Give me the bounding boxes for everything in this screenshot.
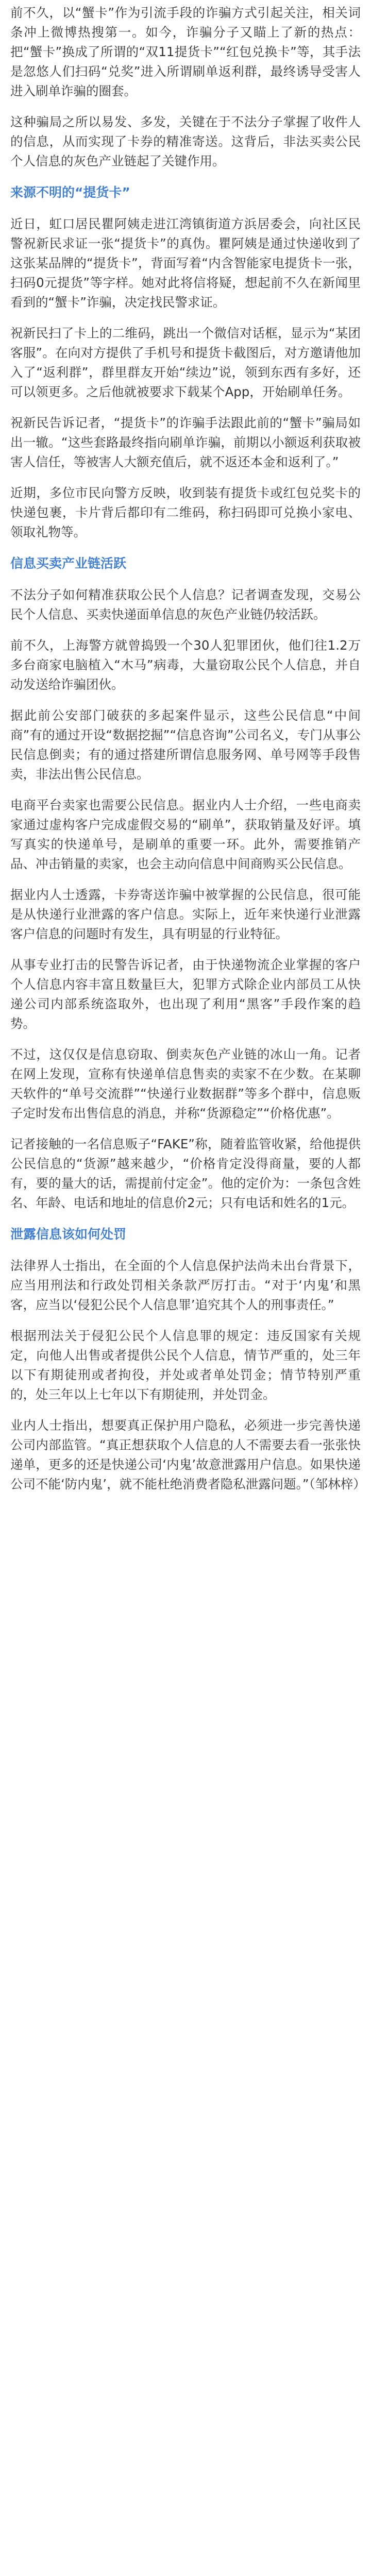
paragraph-14: 记者接触的一名信息贩子“FAKE”称，随着监管收紧，给他提供公民信息的“货源”越来越少，“价格肯定没得商量，要的人都有，要的量大的话，需提前付定金”。他的定价为：一条包含姓名、年龄、电话和地址的信息价2元；只有电话和姓名的1元。 (10, 1137, 361, 1210)
paragraph-10: 电商平台卖家也需要公民信息。据业内人士介绍，一些电商卖家通过虚构客户完成虚假交易的“刷单”，获取销量及好评。填写真实的快递单号，是刷单的重要一环。此外，需要推销产品、冲击销量的卖家，也会主动向信息中间商购买公民信息。 (10, 798, 361, 871)
paragraph-12: 从事专业打击的民警告诉记者，由于快递物流企业掌握的客户个人信息内容丰富且数量巨大，犯罪方式除企业内部员工从快递公司内部系统盗取外，也出现了利用“黑客”手段作案的趋势。 (10, 957, 361, 1031)
paragraph-17: 业内人士指出，想要真正保护用户隐私，必须进一步完善快递公司内部监管。“真正想获取个人信息的人不需要去看一张张快递单，更多的还是快递公司‘内鬼’故意泄露用户信息。如果快递公司不能‘防内鬼’，就不能杜绝消费者隐私泄露问题。”（邹林梓） (10, 1418, 366, 1492)
paragraph-3: 近日，虹口居民瞿阿姨走进江湾镇街道方浜居委会，向社区民警祝新民求证一张“提货卡”的真伪。瞿阿姨是通过快递收到了这张某品牌的“提货卡”，背面写着“内含智能家电提货卡一张，扫码0元提货”等字样。她对此将信将疑，想起前不久在新闻里看到的“蟹卡”诈骗，决定找民警求证。 (10, 216, 361, 310)
paragraph-2: 这种骗局之所以易发、多发，关键在于不法分子掌握了收件人的信息，从而实现了卡券的精准寄送。这背后，非法买卖公民个人信息的灰色产业链起了关键作用。 (10, 114, 361, 168)
paragraph-1: 前不久，以“蟹卡”作为引流手段的诈骗方式引起关注，相关词条冲上微博热搜第一。如今，诈骗分子又瞄上了新的热点：把“蟹卡”换成了所谓的“双11提货卡”“红包兑换卡”等，其手法是忽悠人们扫码“兑奖”进入所谓刷单返利群，最终诱导受害人进入刷单诈骗的圈套。 (10, 5, 361, 98)
section-heading-1: 来源不明的“提货卡” (10, 185, 130, 200)
paragraph-16: 根据刑法关于侵犯公民个人信息罪的规定：违反国家有关规定，向他人出售或者提供公民个人信息，情节严重的，处三年以下有期徒刑或者拘役，并处或者单处罚金；情节特别严重的，处三年以上七年以下有期徒刑，并处罚金。 (10, 1328, 361, 1402)
paragraph-15: 法律界人士指出，在全面的个人信息保护法尚未出台背景下，应当用刑法和行政处罚相关条款严厉打击。“对于‘内鬼’和黑客，应当以‘侵犯公民个人信息罪’追究其个人的刑事责任。” (10, 1258, 361, 1312)
paragraph-13: 不过，这仅仅是信息窃取、倒卖灰色产业链的冰山一角。记者在网上发现，宣称有快递单信息售卖的卖家不在少数。在某聊天软件的“单号交流群”“快递行业数据群”等多个群中，信息贩子定时发布出售信息的消息，并称“货源稳定”“价格优惠”。 (10, 1047, 361, 1121)
paragraph-5: 祝新民告诉记者，“提货卡”的诈骗手法跟此前的“蟹卡”骗局如出一辙。“这些套路最终指向刷单诈骗，前期以小额返利获取被害人信任，等被害人大额充值后，就不返还本金和返利了。” (10, 415, 361, 469)
paragraph-9: 据此前公安部门破获的多起案件显示，这些公民信息“中间商”有的通过开设“数据挖掘”“信息咨询”公司名义，专门从事公民信息倒卖；有的通过搭建所谓信息服务网、单号网等手段售卖，非法出售公民信息。 (10, 708, 361, 782)
paragraph-4: 祝新民扫了卡上的二维码，跳出一个微信对话框，显示为“某团客服”。在向对方提供了手机号和提货卡截图后，对方邀请他加入了“返利群”，群里群友开始“续边”说，领到东西有多好，还可以领更多。之后他就被要求下载某个App，开始刷单任务。 (10, 326, 361, 399)
paragraph-8: 前不久，上海警方就曾捣毁一个30人犯罪团伙，他们往1.2万多台商家电脑植入“木马”病毒，大量窃取公民个人信息，并自动发送给诈骗团伙。 (10, 638, 361, 692)
paragraph-6: 近期，多位市民向警方反映，收到装有提货卡或红包兑奖卡的快递包裹，卡片背后都印有二维码，称扫码即可兑换小家电、领取礼物等。 (10, 485, 361, 539)
section-heading-3: 泄露信息该如何处罚 (10, 1227, 127, 1242)
paragraph-7: 不法分子如何精准获取公民个人信息？记者调查发现，交易公民个人信息、买卖快递面单信息的灰色产业链仍较活跃。 (10, 587, 361, 622)
section-heading-2: 信息买卖产业链活跃 (10, 556, 127, 571)
paragraph-11: 据业内人士透露，卡券寄送诈骗中被掌握的公民信息，很可能是从快递行业泄露的客户信息。实际上，近年来快递行业泄露客户信息的问题时有发生，具有明显的行业特征。 (10, 887, 361, 941)
